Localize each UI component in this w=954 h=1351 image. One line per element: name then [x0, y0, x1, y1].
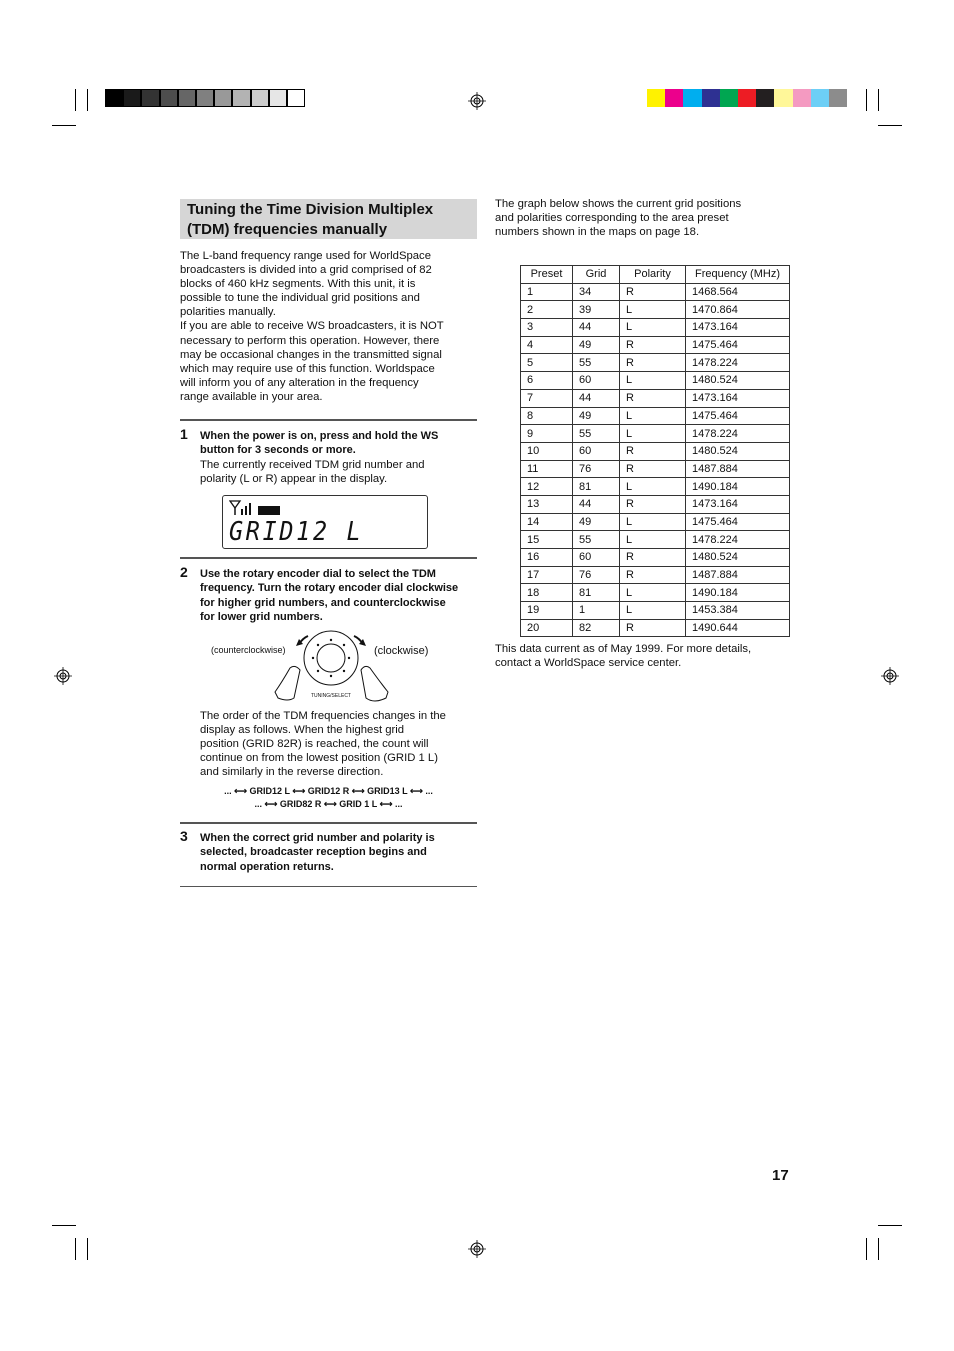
table-cell: L	[620, 602, 686, 620]
calibration-swatch	[105, 89, 123, 107]
calibration-swatch	[774, 89, 792, 107]
step-description: polarity (L or R) appear in the display.	[200, 472, 388, 485]
table-cell: 2	[521, 301, 573, 319]
step-instruction: selected, broadcaster reception begins and	[200, 846, 427, 859]
text-line: continue on from the lowest position (GRID 1 L)	[200, 752, 438, 765]
step-instruction: for lower grid numbers.	[200, 610, 323, 623]
table-cell: 1473.164	[686, 495, 790, 513]
signal-strength-icon	[229, 500, 253, 516]
calibration-swatch	[178, 89, 196, 107]
table-cell: 49	[573, 407, 620, 425]
text-line: If you are able to receive WS broadcasters, it is NOT	[180, 320, 444, 333]
table-cell: 8	[521, 407, 573, 425]
section-title-line: (TDM) frequencies manually	[187, 221, 388, 238]
step-instruction: button for 3 seconds or more.	[200, 444, 356, 457]
table-row	[521, 372, 790, 390]
table-row	[521, 319, 790, 337]
table-row	[521, 442, 790, 460]
step-number: 1	[180, 426, 188, 442]
calibration-swatch	[251, 89, 269, 107]
table-cell: L	[620, 478, 686, 496]
table-cell: L	[620, 584, 686, 602]
table-cell: 1480.524	[686, 372, 790, 390]
table-cell: 1	[521, 283, 573, 301]
table-cell: 44	[573, 389, 620, 407]
text-line: The order of the TDM frequencies changes in the	[200, 710, 446, 722]
table-cell: L	[620, 407, 686, 425]
text-line: polarities manually.	[180, 306, 276, 319]
step-instruction: frequency. Turn the rotary encoder dial clockwise	[200, 582, 459, 595]
table-cell: 1490.184	[686, 478, 790, 496]
table-cell: L	[620, 319, 686, 337]
table-cell: 20	[521, 619, 573, 637]
text-line: and polarities corresponding to the area preset	[495, 212, 729, 225]
table-cell: R	[620, 336, 686, 354]
table-row	[521, 301, 790, 319]
text-line: position (GRID 82R) is reached, the count will	[200, 738, 429, 751]
table-cell: 55	[573, 425, 620, 443]
table-cell: 3	[521, 319, 573, 337]
table-cell: R	[620, 566, 686, 584]
table-cell: 6	[521, 372, 573, 390]
table-cell: 1	[573, 602, 620, 620]
step-description: The currently received TDM grid number and	[200, 458, 425, 471]
text-line: possible to tune the individual grid positions and	[180, 292, 420, 305]
table-row	[521, 407, 790, 425]
section-title	[180, 199, 477, 239]
step-instruction: When the correct grid number and polarity is	[200, 832, 435, 844]
column-header: Preset	[521, 266, 573, 284]
table-cell: 11	[521, 460, 573, 478]
table-cell: 1480.524	[686, 549, 790, 567]
table-cell: 1487.884	[686, 460, 790, 478]
table-cell: L	[620, 372, 686, 390]
table-cell: 9	[521, 425, 573, 443]
table-row	[521, 425, 790, 443]
table-cell: 81	[573, 478, 620, 496]
divider	[180, 886, 477, 887]
table-row	[521, 389, 790, 407]
table-cell: 49	[573, 513, 620, 531]
step-3	[200, 831, 480, 874]
table-cell: 55	[573, 354, 620, 372]
text-line: contact a WorldSpace service center.	[495, 657, 682, 670]
table-cell: 19	[521, 602, 573, 620]
text-line: range available in your area.	[180, 390, 323, 403]
registration-mark-icon	[468, 1240, 486, 1258]
table-cell: 1475.464	[686, 513, 790, 531]
table-row	[521, 495, 790, 513]
column-header: Frequency (MHz)	[686, 266, 790, 284]
table-cell: 1473.164	[686, 319, 790, 337]
table-cell: 15	[521, 531, 573, 549]
text-line: The L-band frequency range used for WorldSpace	[180, 250, 431, 262]
table-cell: L	[620, 301, 686, 319]
table-cell: 14	[521, 513, 573, 531]
divider	[180, 557, 477, 559]
calibration-swatch	[214, 89, 232, 107]
dial-caption: TUNING/SELECT	[310, 693, 351, 699]
table-cell: 1478.224	[686, 425, 790, 443]
table-cell: R	[620, 549, 686, 567]
table-cell: 5	[521, 354, 573, 372]
table-cell: 82	[573, 619, 620, 637]
table-row	[521, 602, 790, 620]
column-header: Polarity	[620, 266, 686, 284]
table-cell: 44	[573, 495, 620, 513]
table-cell: 10	[521, 442, 573, 460]
calibration-swatch	[738, 89, 756, 107]
table-cell: R	[620, 389, 686, 407]
table-row	[521, 549, 790, 567]
table-cell: 1470.864	[686, 301, 790, 319]
lcd-display	[222, 495, 428, 549]
table-cell: R	[620, 619, 686, 637]
table-cell: R	[620, 495, 686, 513]
table-cell: 12	[521, 478, 573, 496]
text-line: will inform you of any alteration in the frequency	[180, 376, 419, 389]
step-number: 2	[180, 564, 188, 580]
table-body	[521, 283, 790, 637]
table-cell: 16	[521, 549, 573, 567]
grid-sequence: ... ⟷ GRID12 L ⟷ GRID12 R ⟷ GRID13 L ⟷ ...	[224, 786, 433, 796]
table-cell: R	[620, 460, 686, 478]
grid-sequence: ... ⟷ GRID82 R ⟷ GRID 1 L ⟷ ...	[254, 799, 403, 809]
registration-mark-icon	[881, 667, 899, 685]
table-cell: L	[620, 425, 686, 443]
text-line: blocks of 460 kHz segments. With this unit, it is	[180, 278, 416, 291]
table-cell: 13	[521, 495, 573, 513]
calibration-swatch	[196, 89, 214, 107]
grid-preset-table	[520, 265, 790, 637]
section-title-line: Tuning the Time Division Multiplex	[187, 201, 434, 218]
table-cell: 1475.464	[686, 336, 790, 354]
table-row	[521, 460, 790, 478]
footnote	[495, 642, 795, 670]
calibration-swatch	[647, 89, 665, 107]
table-row	[521, 531, 790, 549]
table-cell: L	[620, 513, 686, 531]
table-cell: 60	[573, 442, 620, 460]
table-cell: 60	[573, 549, 620, 567]
table-cell: 17	[521, 566, 573, 584]
calibration-swatch	[793, 89, 811, 107]
table-cell: R	[620, 283, 686, 301]
table-cell: R	[620, 354, 686, 372]
table-row	[521, 478, 790, 496]
text-line: may be occasional changes in the transmitted signal	[180, 348, 442, 361]
calibration-swatch	[160, 89, 178, 107]
table-cell: 34	[573, 283, 620, 301]
table-cell: 81	[573, 584, 620, 602]
calibration-swatch	[232, 89, 250, 107]
table-row	[521, 584, 790, 602]
table-row	[521, 283, 790, 301]
divider	[180, 419, 477, 421]
calibration-swatch	[756, 89, 774, 107]
column-header: Grid	[573, 266, 620, 284]
table-cell: 1473.164	[686, 389, 790, 407]
table-cell: 44	[573, 319, 620, 337]
text-line: The graph below shows the current grid positions	[495, 198, 742, 210]
table-cell: 1490.184	[686, 584, 790, 602]
table-cell: 55	[573, 531, 620, 549]
lcd-grid-readout: GRID12 L	[229, 517, 364, 547]
table-row	[521, 566, 790, 584]
calibration-swatch	[123, 89, 141, 107]
step-instruction: for higher grid numbers, and counterclockwise	[200, 596, 446, 609]
calibration-swatch	[287, 89, 305, 107]
table-header-row	[521, 266, 790, 284]
table-cell: L	[620, 531, 686, 549]
ws-indicator-icon	[258, 506, 280, 515]
table-cell: 1490.644	[686, 619, 790, 637]
table-cell: 49	[573, 336, 620, 354]
step-number: 3	[180, 828, 188, 844]
table-row	[521, 336, 790, 354]
step-instruction: When the power is on, press and hold the WS	[200, 430, 439, 442]
step-instruction: normal operation returns.	[200, 860, 334, 873]
calibration-swatch	[702, 89, 720, 107]
order-paragraph	[200, 709, 480, 779]
table-row	[521, 354, 790, 372]
table-cell: 76	[573, 460, 620, 478]
table-cell: 1453.384	[686, 602, 790, 620]
calibration-swatch	[811, 89, 829, 107]
table-intro	[495, 197, 795, 239]
registration-mark-icon	[468, 92, 486, 110]
step-1	[200, 429, 480, 486]
text-line: numbers shown in the maps on page 18.	[495, 226, 700, 239]
text-line: necessary to perform this operation. However, there	[180, 334, 440, 347]
text-line: which may require use of this function. Worldspace	[180, 362, 435, 375]
table-cell: 76	[573, 566, 620, 584]
table-cell: 4	[521, 336, 573, 354]
text-line: display as follows. When the highest grid	[200, 724, 405, 737]
table-cell: 18	[521, 584, 573, 602]
table-row	[521, 619, 790, 637]
step-instruction: Use the rotary encoder dial to select the TDM	[200, 568, 436, 580]
page-number: 17	[772, 1167, 789, 1184]
table-cell: 1468.564	[686, 283, 790, 301]
registration-mark-icon	[54, 667, 72, 685]
text-line: broadcasters is divided into a grid comprised of 82	[180, 264, 432, 277]
table-cell: 1487.884	[686, 566, 790, 584]
table-row	[521, 513, 790, 531]
text-line: This data current as of May 1999. For more details,	[495, 643, 752, 655]
calibration-swatch	[683, 89, 701, 107]
calibration-swatch	[665, 89, 683, 107]
step-2	[200, 567, 480, 624]
table-cell: R	[620, 442, 686, 460]
calibration-swatch	[141, 89, 159, 107]
table-cell: 1478.224	[686, 354, 790, 372]
intro-paragraph	[180, 249, 480, 404]
table-cell: 1478.224	[686, 531, 790, 549]
calibration-swatch	[720, 89, 738, 107]
divider	[180, 822, 477, 824]
table-cell: 7	[521, 389, 573, 407]
calibration-swatch	[269, 89, 287, 107]
table-cell: 1475.464	[686, 407, 790, 425]
dial-label-counterclockwise: (counterclockwise)	[211, 645, 286, 655]
text-line: and similarly in the reverse direction.	[200, 766, 384, 779]
dial-label-clockwise: (clockwise)	[374, 645, 429, 657]
table-cell: 39	[573, 301, 620, 319]
table-cell: 1480.524	[686, 442, 790, 460]
table-cell: 60	[573, 372, 620, 390]
calibration-swatch	[829, 89, 847, 107]
